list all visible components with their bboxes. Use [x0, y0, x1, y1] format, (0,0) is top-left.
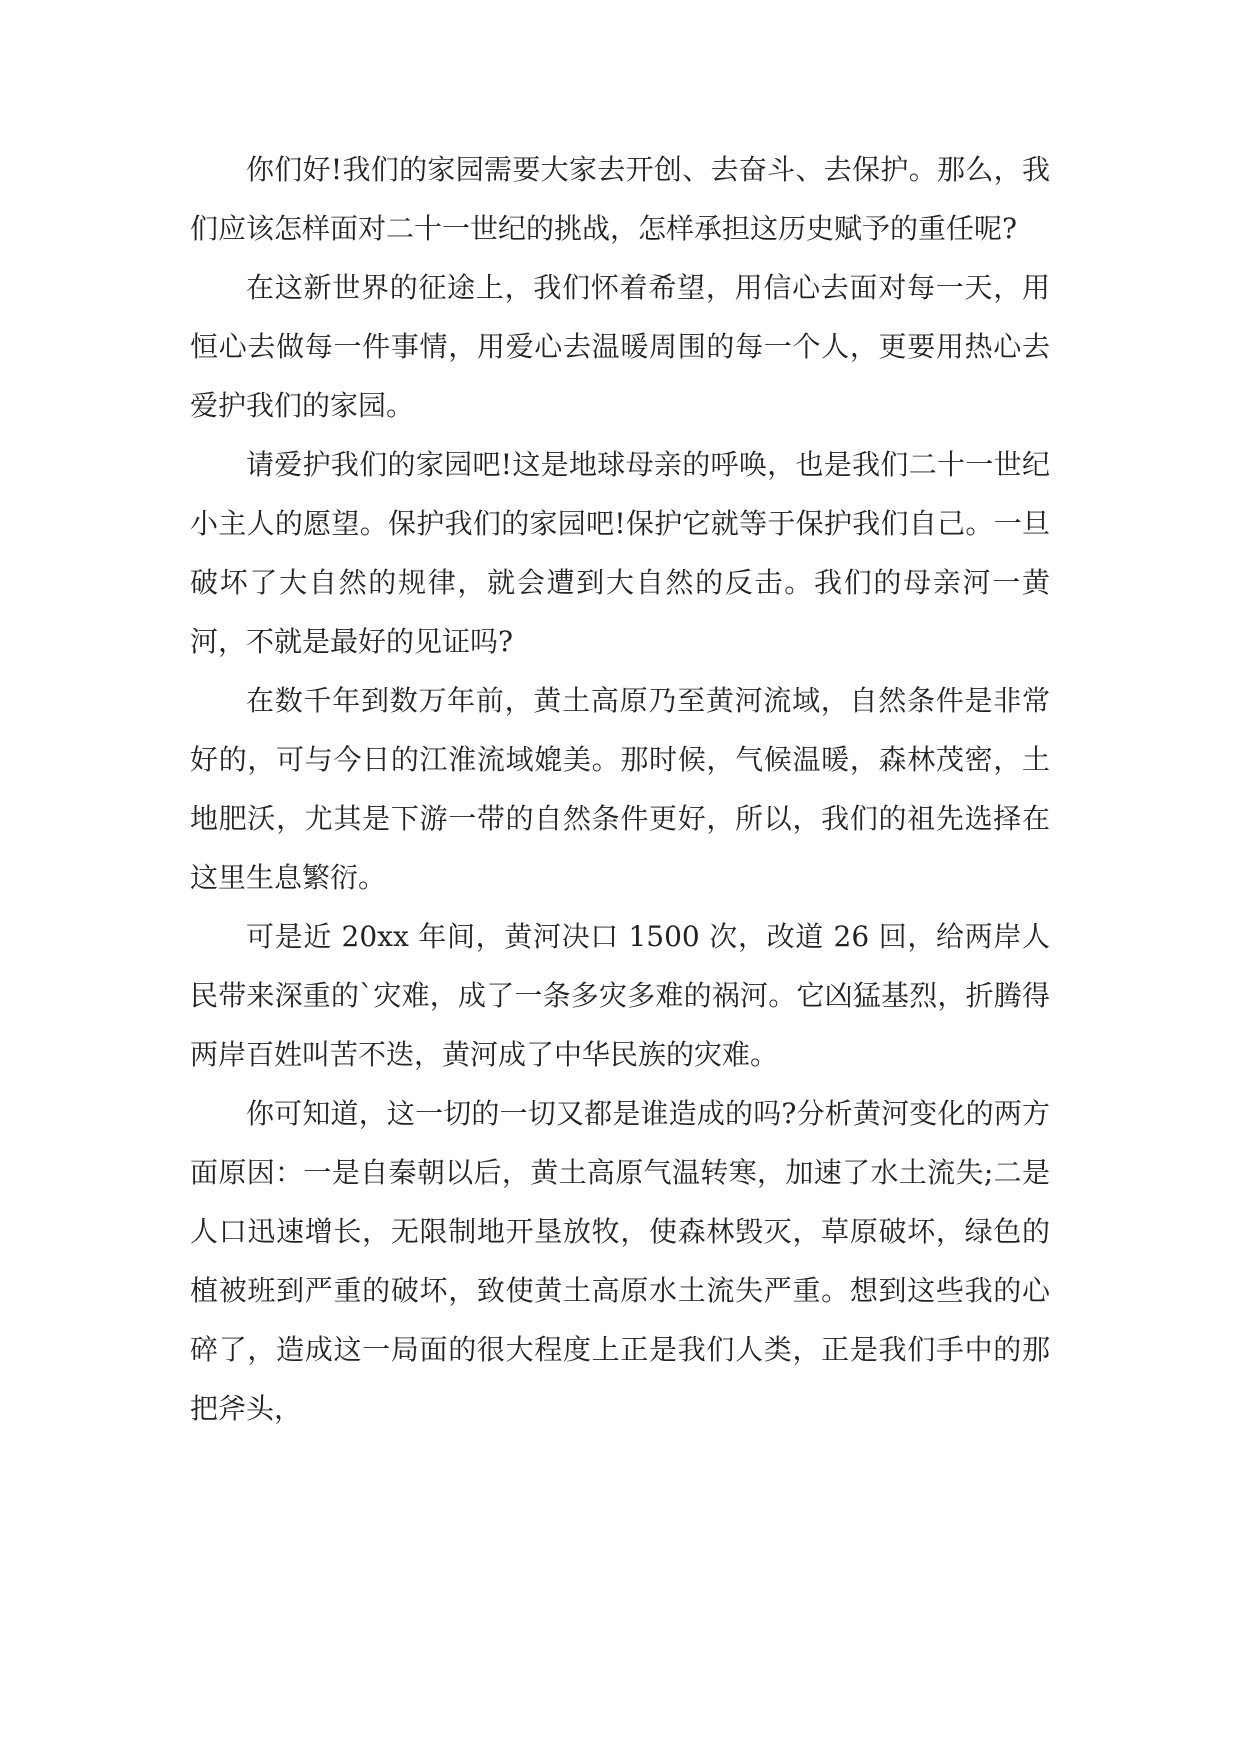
paragraph-6: 你可知道，这一切的一切又都是谁造成的吗?分析黄河变化的两方面原因：一是自秦朝以后，黄土高原气温转寒，加速了水土流失;二是人口迅速增长，无限制地开垦放牧，使森林毁灭，草原破坏，绿色的植被班到严重的破坏，致使黄土高原水土流失严重。想到这些我的心碎了，造成这一局面的很大程度上正是我们人类，正是我们手中的那把斧头，	[190, 1097, 1050, 1425]
paragraph-5: 可是近 20xx 年间，黄河决口 1500 次，改道 26 回，给两岸人民带来深重的`灾难，成了一条多灾多难的祸河。它凶猛基烈，折腾得两岸百姓叫苦不迭，黄河成了中华民族的灾难。	[190, 920, 1050, 1071]
paragraph-1: 你们好!我们的家园需要大家去开创、去奋斗、去保护。那么，我们应该怎样面对二十一世纪的挑战，怎样承担这历史赋予的重任呢?	[190, 153, 1050, 245]
paragraph-3: 请爱护我们的家园吧!这是地球母亲的呼唤，也是我们二十一世纪小主人的愿望。保护我们的家园吧!保护它就等于保护我们自己。一旦破坏了大自然的规律，就会遭到大自然的反击。我们的母亲河一黄河，不就是最好的见证吗?	[190, 448, 1050, 658]
paragraph-2: 在这新世界的征途上，我们怀着希望，用信心去面对每一天，用恒心去做每一件事情，用爱心去温暖周围的每一个人，更要用热心去爱护我们的家园。	[190, 271, 1050, 422]
document-body	[190, 140, 1050, 1438]
paragraph-4: 在数千年到数万年前，黄土高原乃至黄河流域，自然条件是非常好的，可与今日的江淮流域媲美。那时候，气候温暖，森林茂密，土地肥沃，尤其是下游一带的自然条件更好，所以，我们的祖先选择在这里生息繁衍。	[190, 684, 1050, 894]
